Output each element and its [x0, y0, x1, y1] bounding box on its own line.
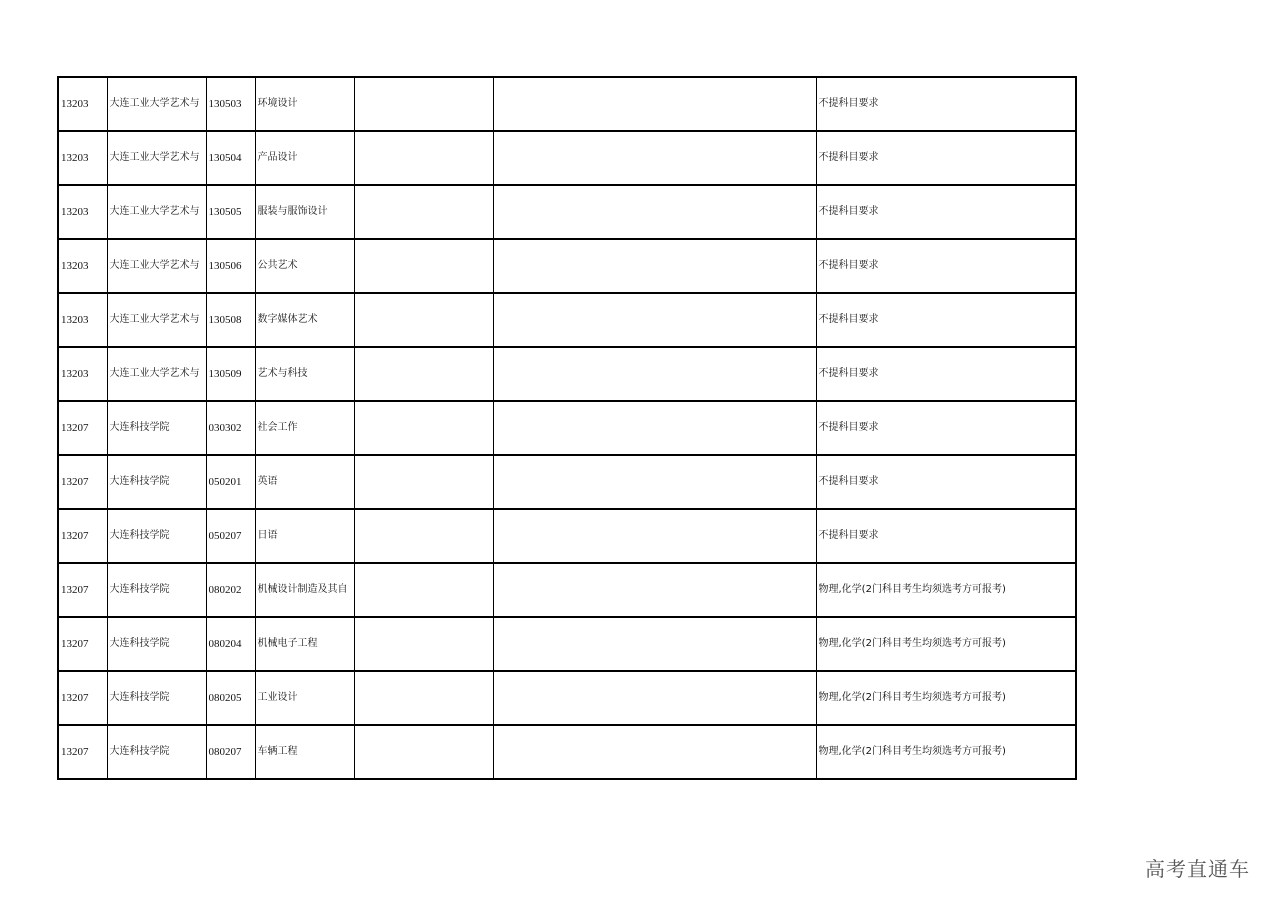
school-code-cell: 13207 — [58, 455, 107, 509]
table-row — [58, 455, 1076, 509]
major-code-cell: 130508 — [206, 293, 255, 347]
school-name-cell: 大连工业大学艺术与 — [107, 293, 206, 347]
major-name-cell: 公共艺术 — [255, 239, 354, 293]
major-code-cell: 130505 — [206, 185, 255, 239]
major-code-cell: 050207 — [206, 509, 255, 563]
empty-cell-6 — [493, 563, 816, 617]
subject-requirement-cell: 不提科目要求 — [816, 509, 1076, 563]
school-name-cell: 大连科技学院 — [107, 617, 206, 671]
major-name-cell: 社会工作 — [255, 401, 354, 455]
subject-requirement-cell: 物理,化学(2门科目考生均须选考方可报考) — [816, 617, 1076, 671]
school-name-cell: 大连科技学院 — [107, 455, 206, 509]
school-code-cell: 13207 — [58, 563, 107, 617]
school-code-cell: 13207 — [58, 617, 107, 671]
empty-cell-5 — [354, 455, 493, 509]
school-code-cell: 13207 — [58, 671, 107, 725]
empty-cell-6 — [493, 77, 816, 131]
empty-cell-6 — [493, 509, 816, 563]
subject-requirement-cell: 不提科目要求 — [816, 401, 1076, 455]
table-row — [58, 239, 1076, 293]
major-code-cell: 080204 — [206, 617, 255, 671]
major-name-cell: 机械电子工程 — [255, 617, 354, 671]
empty-cell-5 — [354, 293, 493, 347]
school-name-cell: 大连工业大学艺术与 — [107, 131, 206, 185]
empty-cell-5 — [354, 131, 493, 185]
subject-requirement-cell: 不提科目要求 — [816, 185, 1076, 239]
school-name-cell: 大连科技学院 — [107, 671, 206, 725]
major-code-cell: 130504 — [206, 131, 255, 185]
table-row — [58, 131, 1076, 185]
empty-cell-5 — [354, 401, 493, 455]
table-row — [58, 401, 1076, 455]
subject-requirement-cell: 不提科目要求 — [816, 347, 1076, 401]
empty-cell-6 — [493, 725, 816, 779]
school-name-cell: 大连科技学院 — [107, 725, 206, 779]
empty-cell-6 — [493, 347, 816, 401]
empty-cell-5 — [354, 509, 493, 563]
empty-cell-5 — [354, 617, 493, 671]
major-code-cell: 130509 — [206, 347, 255, 401]
empty-cell-6 — [493, 671, 816, 725]
major-code-cell: 050201 — [206, 455, 255, 509]
major-code-cell: 130503 — [206, 77, 255, 131]
empty-cell-5 — [354, 239, 493, 293]
school-code-cell: 13203 — [58, 347, 107, 401]
school-name-cell: 大连工业大学艺术与 — [107, 77, 206, 131]
major-name-cell: 机械设计制造及其自 — [255, 563, 354, 617]
table-row — [58, 725, 1076, 779]
empty-cell-5 — [354, 563, 493, 617]
major-name-cell: 英语 — [255, 455, 354, 509]
table-row — [58, 563, 1076, 617]
school-code-cell: 13203 — [58, 185, 107, 239]
major-name-cell: 环境设计 — [255, 77, 354, 131]
subject-requirement-cell: 不提科目要求 — [816, 77, 1076, 131]
school-name-cell: 大连科技学院 — [107, 401, 206, 455]
major-code-cell: 030302 — [206, 401, 255, 455]
subject-requirement-cell: 不提科目要求 — [816, 455, 1076, 509]
school-code-cell: 13207 — [58, 725, 107, 779]
subject-requirement-cell: 物理,化学(2门科目考生均须选考方可报考) — [816, 563, 1076, 617]
table-row — [58, 185, 1076, 239]
table-row — [58, 617, 1076, 671]
school-name-cell: 大连工业大学艺术与 — [107, 347, 206, 401]
school-name-cell: 大连科技学院 — [107, 509, 206, 563]
watermark-text: 高考直通车 — [1145, 857, 1250, 881]
table-row — [58, 293, 1076, 347]
major-name-cell: 数字媒体艺术 — [255, 293, 354, 347]
major-code-cell: 080202 — [206, 563, 255, 617]
empty-cell-6 — [493, 617, 816, 671]
subject-requirement-cell: 不提科目要求 — [816, 293, 1076, 347]
major-name-cell: 服装与服饰设计 — [255, 185, 354, 239]
subject-requirement-cell: 不提科目要求 — [816, 239, 1076, 293]
empty-cell-6 — [493, 455, 816, 509]
empty-cell-5 — [354, 77, 493, 131]
empty-cell-6 — [493, 239, 816, 293]
major-name-cell: 日语 — [255, 509, 354, 563]
school-name-cell: 大连工业大学艺术与 — [107, 185, 206, 239]
major-code-cell: 080207 — [206, 725, 255, 779]
major-name-cell: 车辆工程 — [255, 725, 354, 779]
major-name-cell: 工业设计 — [255, 671, 354, 725]
school-code-cell: 13203 — [58, 293, 107, 347]
empty-cell-5 — [354, 725, 493, 779]
empty-cell-6 — [493, 185, 816, 239]
table-row — [58, 77, 1076, 131]
major-code-cell: 080205 — [206, 671, 255, 725]
school-code-cell: 13203 — [58, 77, 107, 131]
empty-cell-5 — [354, 671, 493, 725]
empty-cell-6 — [493, 401, 816, 455]
school-name-cell: 大连科技学院 — [107, 563, 206, 617]
empty-cell-5 — [354, 347, 493, 401]
table-row — [58, 347, 1076, 401]
table-row — [58, 671, 1076, 725]
table-row — [58, 509, 1076, 563]
major-name-cell: 艺术与科技 — [255, 347, 354, 401]
school-name-cell: 大连工业大学艺术与 — [107, 239, 206, 293]
enrollment-table — [57, 76, 1077, 780]
subject-requirement-cell: 物理,化学(2门科目考生均须选考方可报考) — [816, 725, 1076, 779]
empty-cell-6 — [493, 293, 816, 347]
major-code-cell: 130506 — [206, 239, 255, 293]
major-name-cell: 产品设计 — [255, 131, 354, 185]
subject-requirement-cell: 物理,化学(2门科目考生均须选考方可报考) — [816, 671, 1076, 725]
table-body — [58, 77, 1076, 779]
empty-cell-5 — [354, 185, 493, 239]
school-code-cell: 13207 — [58, 401, 107, 455]
school-code-cell: 13203 — [58, 239, 107, 293]
school-code-cell: 13207 — [58, 509, 107, 563]
subject-requirement-cell: 不提科目要求 — [816, 131, 1076, 185]
empty-cell-6 — [493, 131, 816, 185]
school-code-cell: 13203 — [58, 131, 107, 185]
